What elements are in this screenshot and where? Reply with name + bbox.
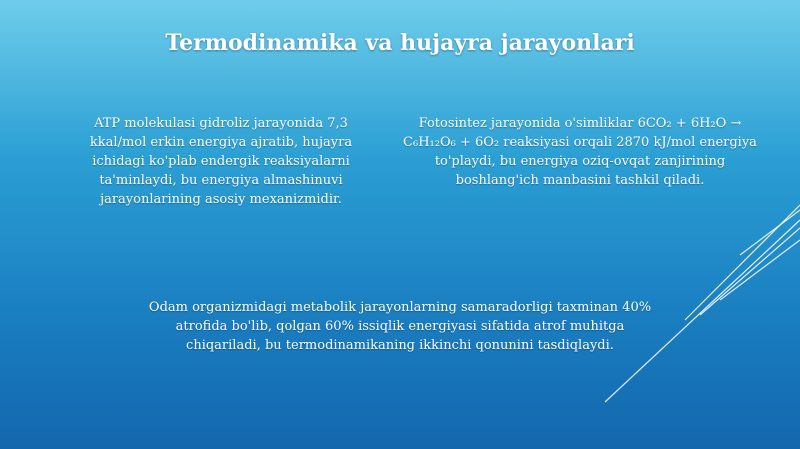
deco-line-4	[720, 240, 800, 300]
paragraph-metabolism: Odam organizmidagi metabolik jarayonlarning samaradorligi taxminan 40% atrofida bo'lib, qolgan 60% issiqlik energiyasi sifatida atrof muhitga chiqariladi, bu termodinamikaning ikkinchi qonunini tasdiqlaydi.	[148, 300, 652, 353]
paragraph-atp: ATP molekulasi gidroliz jarayonida 7,3 kkal/mol erkin energiya ajratib, hujayra ichidagi ko'plab endergik reaksiyalarni ta'minlaydi, bu energiya almashinuvi jarayonlarining asosiy mexanizmidir.	[89, 116, 353, 207]
deco-line-3	[700, 228, 800, 315]
paragraph-photosynthesis: Fotosintez jarayonida o'simliklar 6CO₂ + 6H₂O → C₆H₁₂O₆ + 6O₂ reaksiyasi orqali 2870 kJ/mol energiya to'playdi, bu energiya oziq-ovqat zanjirining boshlang'ich manbasini tashkil qiladi.	[403, 116, 757, 188]
slide-title: Termodinamika va hujayra jarayonlari	[165, 30, 635, 56]
